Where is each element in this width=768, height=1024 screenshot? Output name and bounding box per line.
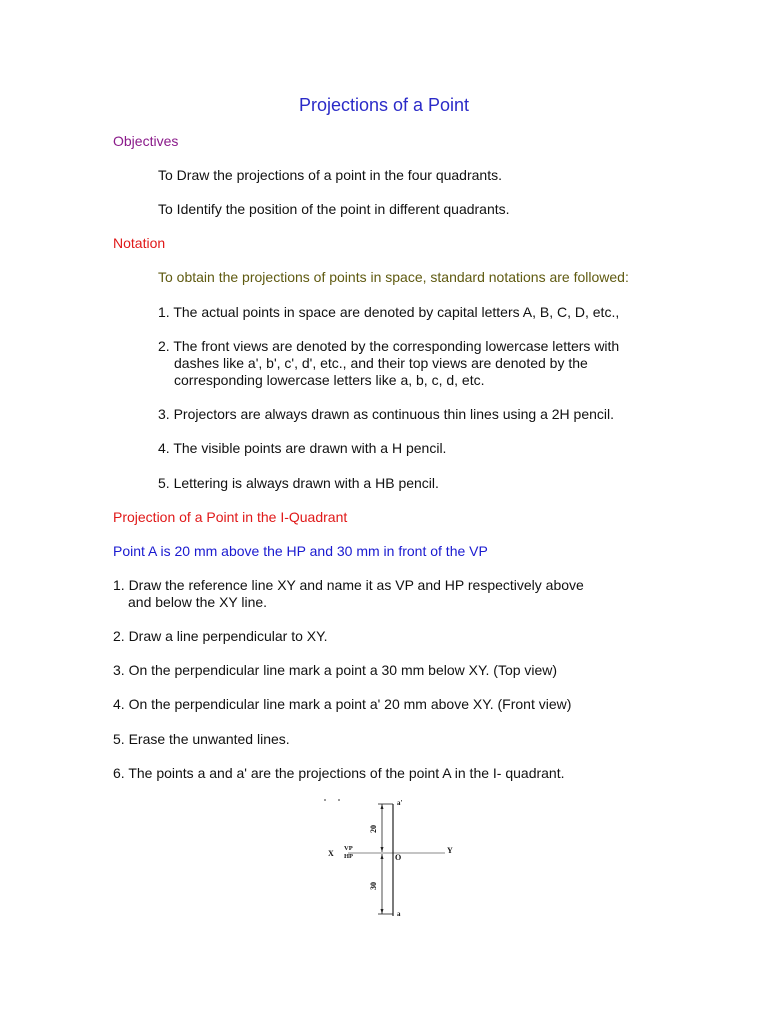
step-4: 4. On the perpendicular line mark a point a' 20 mm above XY. (Front view) bbox=[113, 696, 572, 712]
objective-item-1: To Draw the projections of a point in the four quadrants. bbox=[158, 167, 502, 183]
y-label: Y bbox=[447, 846, 453, 855]
origin-label: O bbox=[395, 853, 402, 862]
x-label: X bbox=[328, 849, 334, 858]
point-statement: Point A is 20 mm above the HP and 30 mm in front of the VP bbox=[113, 543, 488, 559]
page-title: Projections of a Point bbox=[298, 95, 470, 115]
dimension-label-below: 30 bbox=[369, 882, 378, 890]
notation-item-3: 3. Projectors are always drawn as continuous thin lines using a 2H pencil. bbox=[158, 406, 615, 422]
arrowhead bbox=[381, 847, 384, 852]
top-view-label: a bbox=[397, 910, 401, 918]
notation-item-2-line-1: 2. The front views are denoted by the corresponding lowercase letters with bbox=[158, 338, 620, 354]
notation-intro: To obtain the projections of points in space, standard notations are followed: bbox=[158, 269, 629, 285]
front-view-label: a' bbox=[397, 799, 403, 807]
notation-item-4: 4. The visible points are drawn with a H pencil. bbox=[158, 440, 447, 456]
notation-item-2-line-2: dashes like a', b', c', d', etc., and their top views are denoted by the bbox=[174, 355, 588, 371]
arrowhead bbox=[381, 804, 384, 809]
arrowhead bbox=[381, 909, 384, 914]
step-5: 5. Erase the unwanted lines. bbox=[113, 731, 290, 747]
step-3: 3. On the perpendicular line mark a point a 30 mm below XY. (Top view) bbox=[113, 662, 558, 678]
objectives-heading: Objectives bbox=[113, 133, 179, 149]
dimension-label-above: 20 bbox=[369, 825, 378, 833]
objective-item-2: To Identify the position of the point in different quadrants. bbox=[158, 201, 510, 217]
notation-heading: Notation bbox=[113, 235, 166, 251]
notation-item-2-line-3: corresponding lowercase letters like a, b, c, d, etc. bbox=[174, 372, 485, 388]
step-2: 2. Draw a line perpendicular to XY. bbox=[113, 628, 328, 644]
projection-heading: Projection of a Point in the I-Quadrant bbox=[113, 509, 348, 525]
step-1-line-1: 1. Draw the reference line XY and name it as VP and HP respectively above bbox=[113, 577, 584, 593]
step-1-line-2: and below the XY line. bbox=[128, 594, 268, 610]
step-6: 6. The points a and a' are the projections of the point A in the I- quadrant. bbox=[113, 765, 565, 781]
hp-label: HP bbox=[344, 853, 354, 860]
notation-item-5: 5. Lettering is always drawn with a HB pencil. bbox=[158, 475, 439, 491]
arrowhead bbox=[381, 854, 384, 859]
projection-diagram bbox=[310, 792, 480, 922]
vp-label: VP bbox=[344, 845, 353, 852]
notation-item-1: 1. The actual points in space are denoted by capital letters A, B, C, D, etc., bbox=[158, 304, 620, 320]
